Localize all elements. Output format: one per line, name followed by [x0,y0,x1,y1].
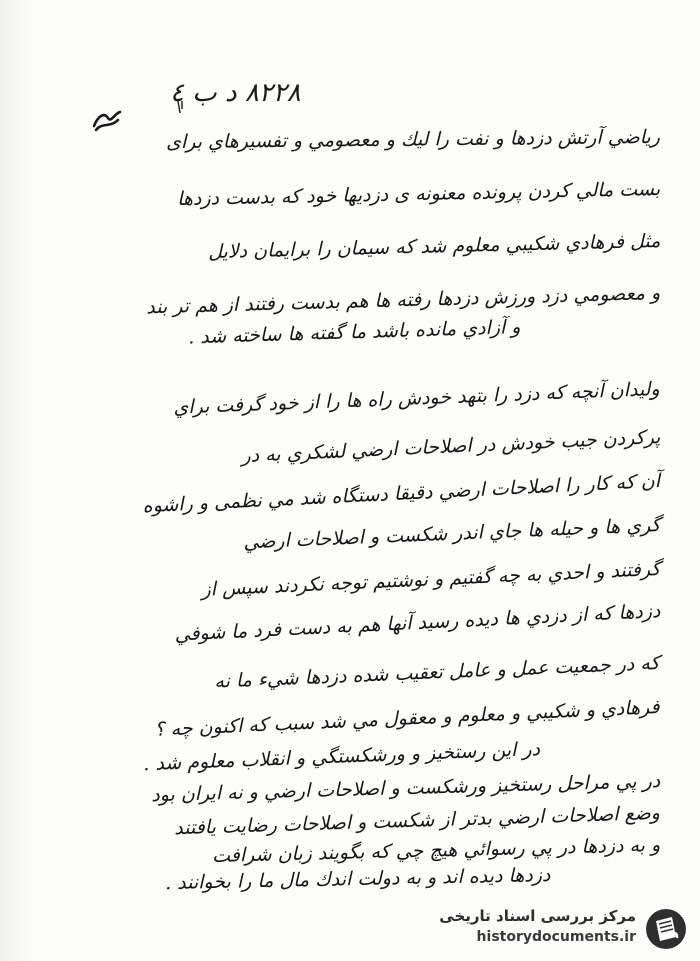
letter-line: كه در جمعيت عمل و عامل تعقيب شده دزدها شيء ما نه [214,652,661,693]
archive-logo-icon [644,907,688,951]
letter-line: دزدها كه از دزدي ها ديده رسيد آنها هم به دست فرد ما شوفي [173,600,661,646]
letter-line: بست مالي كردن پرونده معنونه ی دزدیها خود که بدست دزدها [176,178,661,211]
letter-line: دزدها ديده اند و به دولت اندك مال ما را بخوانند . [164,864,551,895]
letter-line: در پي مراحل رستخيز ورشكست و اصلاحات ارضي و نه ايران بود [150,770,661,807]
letter-line: گرفتند و احدي به چه گفتيم و نوشتيم توجه نكردند سپس از [200,558,661,601]
watermark-url: historydocuments.ir [476,929,636,945]
scribble-mark-icon [92,108,122,134]
letter-line: و معصومي دزد ورزش دزدها رفته ها هم بدست رفتند از هم تر بند [145,282,661,319]
letter-line: وليدان آنچه كه دزد را بتهد خودش راه ها را از خود گرفت براي [173,378,661,419]
letter-line: در اين رستخيز و ورشكستگي و انقلاب معلوم شد . [142,738,541,776]
letter-line: پركردن جيب خودش در اصلاحات ارضي لشكري به در [240,426,661,468]
letter-line: فرهادي و شكيبي و معلوم و معقول مي شد سبب كه اكنون چه ؟ [154,696,661,741]
letter-line: مثل فرهادي شكيبي معلوم شد كه سيمان را برایمان دلايل [207,230,661,264]
letter-line: گري ها و حيله ها جاي اندر شكست و اصلاحات ارضي [242,514,661,554]
letter-line: و به دزدها در پي رسوائي هيچ چي كه بگويند زبان شرافت [211,834,661,867]
letter-line: وضع اصلاحات ارضي بدتر از شكست و اصلاحات رضايت يافتند [174,802,661,840]
archive-watermark [398,905,688,951]
watermark-title: مرکز بررسی اسناد تاریخی [439,907,636,925]
letter-line: آن كه كار را اصلاحات ارضي دقيقا دستگاه شد مي نظمی و راشوه [142,470,661,518]
letter-line: رياضي آرتش دزدها و نفت را ليك و معصومي و تفسيرهاي برای [165,126,661,154]
letter-line: و آزادي مانده باشد ما گفته ها ساخته شد . [187,316,521,349]
reference-number: ۸۲۲۸ د ب ٤ [170,78,301,108]
